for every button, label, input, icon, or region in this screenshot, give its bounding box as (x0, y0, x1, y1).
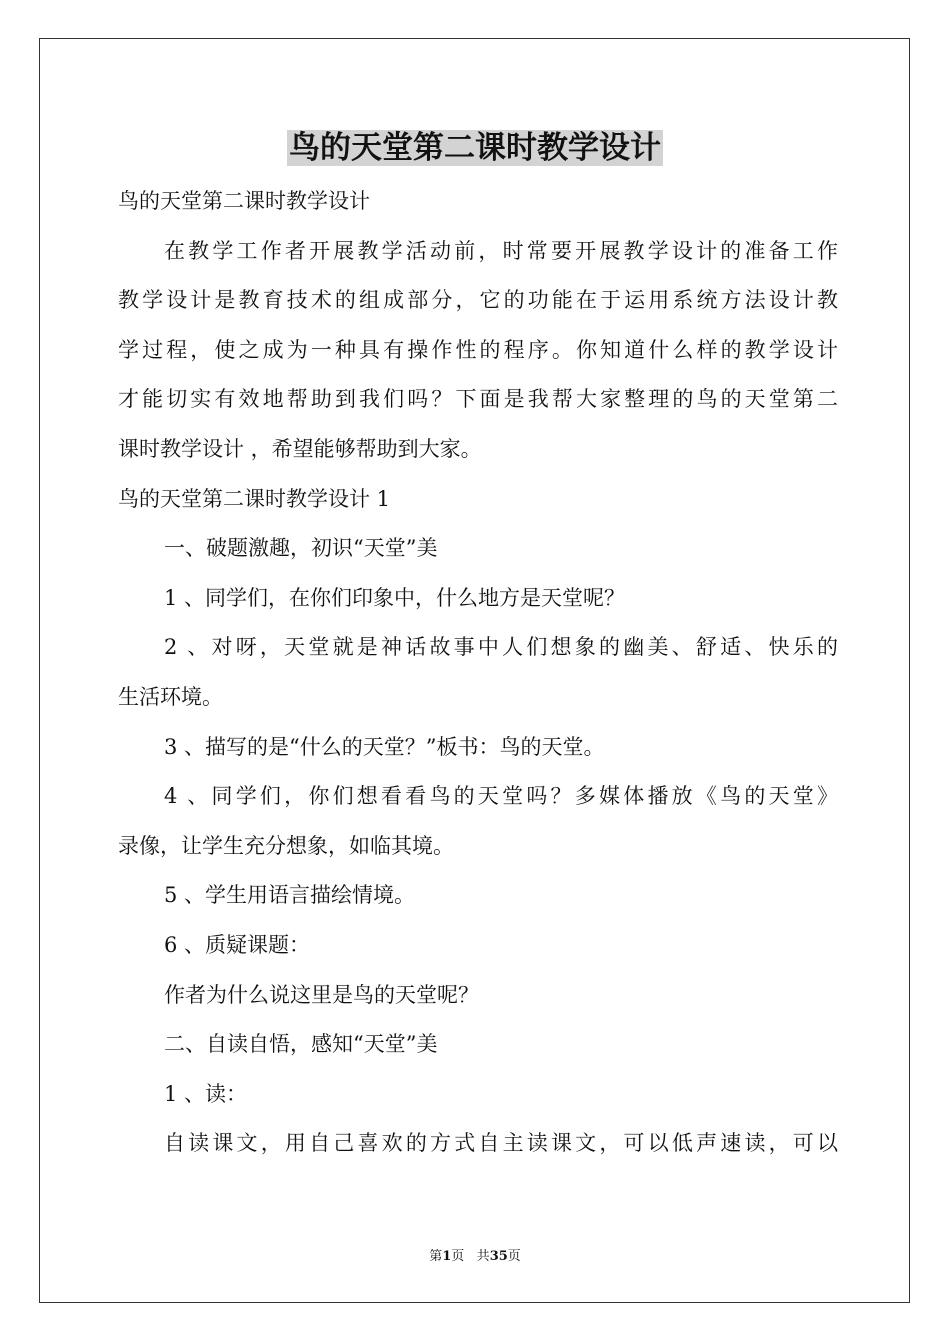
body-line: 录像，让学生充分想象，如临其境。 (118, 833, 454, 858)
document-body (118, 177, 838, 1169)
footer-page-suffix: 页 (451, 1249, 465, 1264)
body-line: 3 、描写的是“什么的天堂？”板书：鸟的天堂。 (164, 734, 605, 759)
body-line: 一、破题激趣，初识“天堂”美 (164, 536, 438, 561)
body-line: 二、自读自悟，感知“天堂”美 (164, 1032, 438, 1057)
body-line: 5 、学生用语言描绘情境。 (164, 883, 416, 908)
document-title (0, 128, 950, 168)
footer-page-number: 1 (442, 1249, 452, 1264)
body-line: 2 、对呀，天堂就是神话故事中人们想象的幽美、舒适、快乐的 (164, 635, 838, 660)
body-line: 教学设计是教育技术的组成部分，它的功能在于运用系统方法设计教 (118, 288, 838, 313)
body-line: 1 、读： (164, 1081, 248, 1106)
body-line: 自读课文，用自己喜欢的方式自主读课文，可以低声速读，可以 (164, 1131, 838, 1156)
body-line: 在教学工作者开展教学活动前，时常要开展教学设计的准备工作 (164, 238, 838, 263)
footer-total-prefix: 共 (476, 1249, 490, 1264)
footer-total-suffix: 页 (507, 1249, 521, 1264)
body-line: 6 、质疑课题： (164, 932, 311, 957)
body-line: 1 、同学们，在你们印象中，什么地方是天堂呢？ (164, 585, 626, 610)
body-line: 课时教学设计 ，希望能够帮助到大家。 (118, 436, 482, 461)
body-line: 4 、同学们，你们想看看鸟的天堂吗？多媒体播放《鸟的天堂》 (164, 784, 838, 809)
body-line: 才能切实有效地帮助到我们吗？下面是我帮大家整理的鸟的天堂第二 (118, 387, 838, 412)
body-line: 作者为什么说这里是鸟的天堂呢？ (164, 982, 479, 1007)
page-footer (0, 1248, 950, 1266)
section-heading: 鸟的天堂第二课时教学设计 1 (118, 486, 391, 511)
body-line: 鸟的天堂第二课时教学设计 (118, 189, 370, 213)
body-line: 学过程，使之成为一种具有操作性的程序。你知道什么样的教学设计 (118, 337, 838, 362)
footer-prefix: 第 (429, 1249, 443, 1264)
footer-total-pages: 35 (489, 1249, 508, 1264)
body-line: 生活环境。 (118, 684, 223, 709)
document-title-text: 鸟的天堂第二课时教学设计 (289, 130, 661, 166)
